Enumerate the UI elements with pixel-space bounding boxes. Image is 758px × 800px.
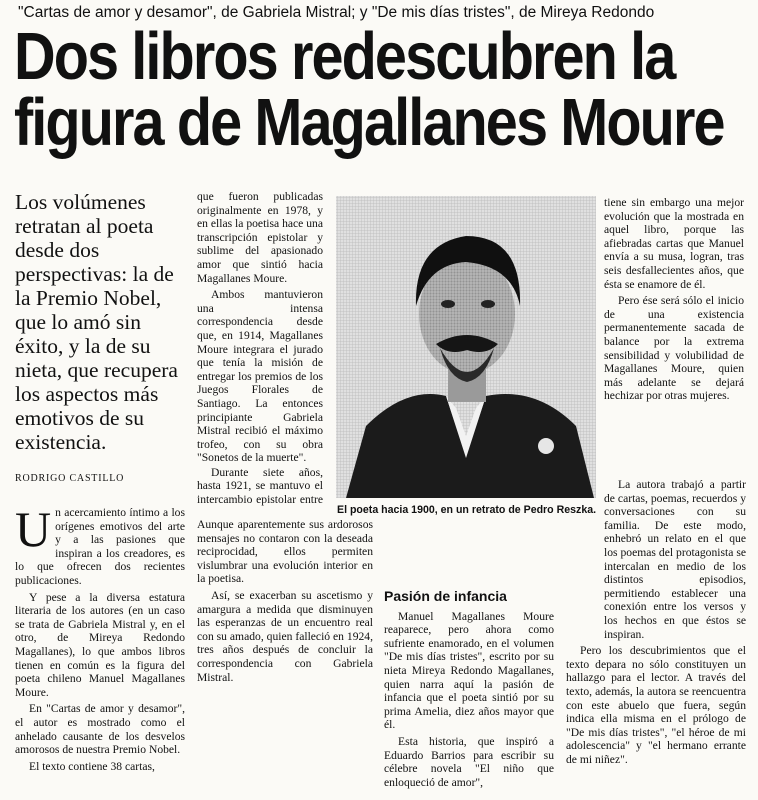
paragraph: que fueron publicadas originalmente en 1978, y en ellas la poetisa hace una transcripción epistolar y sublime del apasionado amor que sintió hacia Magallanes Moure.: [197, 190, 323, 285]
paragraph: La autora trabajó a partir de cartas, poemas, recuerdos y conversaciones con su familia. De este modo, enhebró un relato en el que los poemas del protagonista se intercalan en medio de los distintos episodios, permitiendo establecer una conexión entre los versos y los hechos en que éstos se inspiran.: [604, 478, 746, 641]
paragraph: Manuel Magallanes Moure reaparece, pero ahora como sufriente enamorado, en el volumen "De mis días tristes", escrito por su nieta Mireya Redondo Magallanes, quien narra aquí la pasión de infancia que el poeta sintió por su prima Amelia, diez años mayor que él.: [384, 609, 554, 732]
drop-cap: U: [15, 506, 52, 557]
paragraph: Pero ése será sólo el inicio de una existencia permanentemente sacada de balance por la extrema sensibilidad y volubilidad de Magallanes Moure, quien más adelante se dejará hechizar por otras mujeres.: [604, 294, 744, 403]
paragraph: Así, se exacerban su ascetismo y amargura a medida que disminuyen las esperanzas de un encuentro real con su amado, quien falleció en 1924, tres años después de concluir la correspondencia con Gabriela Mistral.: [197, 588, 373, 684]
paragraph: Esta historia, que inspiró a Eduardo Barrios para escribir su célebre novela "El niño que enloqueció de amor",: [384, 734, 554, 789]
section-subhead: Pasión de infancia: [384, 588, 507, 604]
column-2b: [197, 518, 373, 800]
photo-caption: El poeta hacia 1900, en un retrato de Pedro Reszka.: [337, 504, 597, 516]
headline-line-2: figura de Magallanes Moure: [14, 85, 724, 160]
lead-paragraph: Un acercamiento íntimo a los orígenes emotivos del arte y a las pasiones que inspiran a los creadores, es lo que ofrecen dos recientes publicaciones.: [15, 506, 185, 587]
paragraph: tiene sin embargo una mejor evolución que la mostrada en aquel libro, porque las afiebradas cartas que Manuel envía a su musa, logran, tras seis desfallecientes años, que ésta se enamore de él.: [604, 196, 744, 291]
portrait-photo: [336, 196, 596, 498]
column-1: [15, 506, 185, 796]
headline-line-1: Dos libros redescubren la: [14, 19, 675, 94]
column-2: [197, 190, 323, 508]
kicker: "Cartas de amor y desamor", de Gabriela Mistral; y "De mis días tristes", de Mireya Redondo: [18, 4, 655, 21]
column-4: [604, 196, 744, 526]
byline: RODRIGO CASTILLO: [15, 473, 125, 484]
paragraph: Ambos mantuvieron una intensa correspondencia desde que, en 1914, Magallanes Moure integrara el jurado que tenía la misión de entregar los premios de los Juegos Florales de Santiago. La entonces principiante Gabriela Mistral recibió el máximo trofeo, con su obra "Sonetos de la muerte".: [197, 288, 323, 465]
paragraph: Durante siete años, hasta 1921, se mantuvo el intercambio epistolar entre: [197, 465, 323, 507]
paragraph: Aunque aparentemente sus ardorosos mensajes no contaron con la deseada reciprocidad, ellos permiten vislumbrar una evolución interior en la poetisa.: [197, 518, 373, 586]
column-4b: [566, 478, 746, 798]
headline: [14, 19, 745, 160]
portrait-illustration: [336, 196, 596, 498]
column-3: [384, 530, 554, 800]
paragraph: El texto contiene 38 cartas,: [29, 759, 155, 773]
paragraph: Pero los descubrimientos que el texto depara no sólo constituyen un hallazgo para el lector. A través del texto, además, la autora se reencuentra con este abuelo que fuera, según indica ella misma en el prólogo de "De mis días tristes", "el héroe de mi adolescencia" y "el hermano errante de mi niñez".: [566, 644, 746, 766]
paragraph: Y pese a la diversa estatura literaria de los autores (en un caso se trata de Gabriela Mistral y, en el otro, de Mireya Redondo Magallanes), lo que ambos libros tienen en común es la figura del poeta chileno Manuel Magallanes Moure.: [15, 590, 185, 699]
paragraph: En "Cartas de amor y desamor", el autor es mostrado como el anhelado causante de los desvelos amorosos de nuestra Premio Nobel.: [15, 702, 185, 757]
deck: Los volúmenes retratan al poeta desde dos perspectivas: la de la Premio Nobel, que lo amó sin éxito, y la de su nieta, que recupera los aspectos más emotivos de su existencia.: [15, 190, 178, 454]
